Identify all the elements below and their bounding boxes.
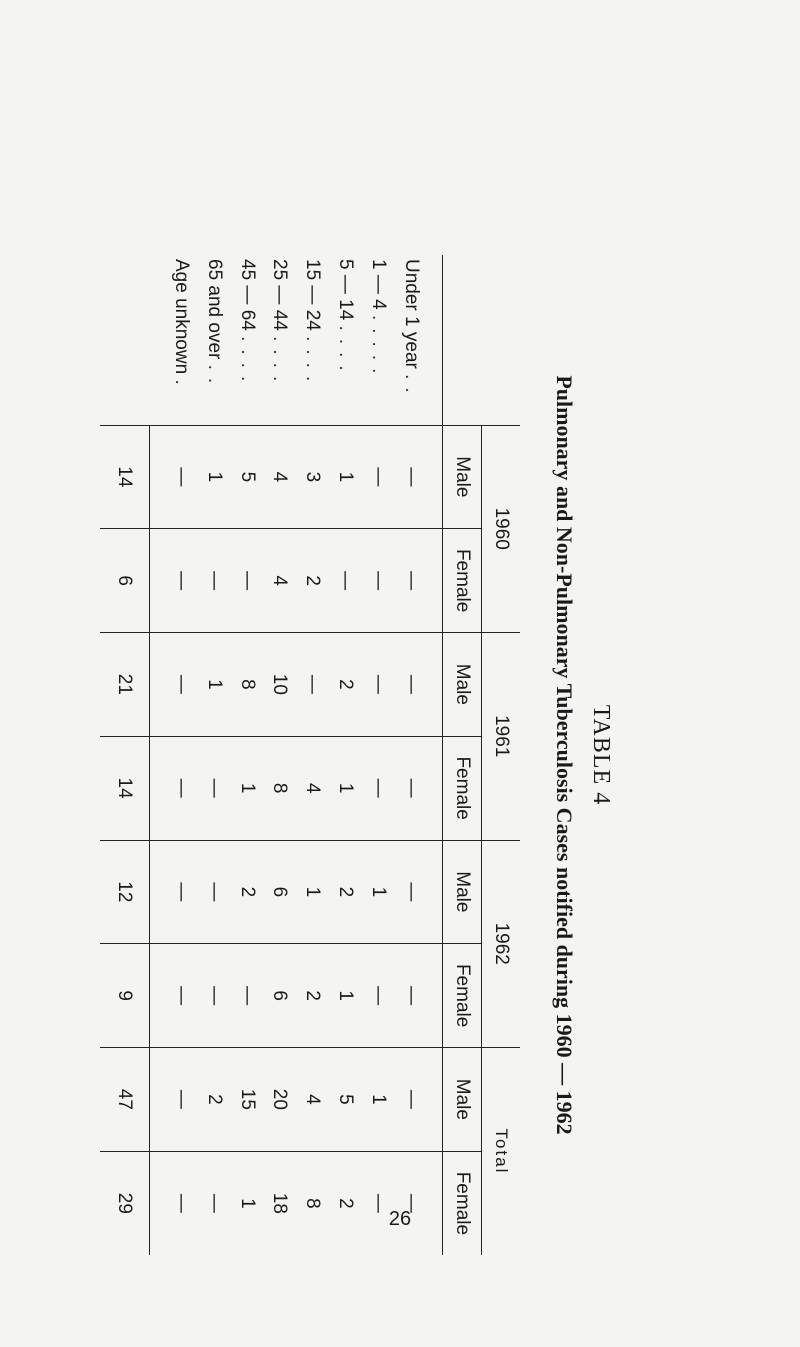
totals-row [100,255,149,1255]
total-cell: 47 [100,1048,149,1152]
table-cell: 4 [296,736,329,840]
table-cell: — [394,425,427,529]
year-header-1961: 1961 [482,633,521,841]
table-cell: 2 [296,529,329,633]
table-row [197,255,230,1255]
table-cell: — [329,529,362,633]
totals-label-cell [100,255,149,425]
table-cell: — [197,736,230,840]
total-cell: 12 [100,840,149,944]
table-cell: 1 [197,633,230,737]
sex-header: Male [443,1048,482,1152]
table-cell: 1 [230,736,263,840]
table-cell: 1 [197,425,230,529]
total-cell: 9 [100,944,149,1048]
table-cell: — [362,529,395,633]
table-cell: — [165,944,198,1048]
table-title: Pulmonary and Non-Pulmonary Tuberculosis Cases notified during 1960 — 1962 [552,375,577,1135]
table-cell: 18 [263,1151,296,1255]
table-cell: 1 [329,944,362,1048]
table-cell: — [165,529,198,633]
sex-header: Female [443,1151,482,1255]
table-cell: — [165,1151,198,1255]
table-cell: — [197,529,230,633]
table-cell: 6 [263,944,296,1048]
table-cell: 2 [329,1151,362,1255]
page-number: 26 [388,1208,412,1230]
table-cell: — [394,529,427,633]
total-cell: 29 [100,1151,149,1255]
table-cell: — [197,1151,230,1255]
table-cell: — [165,1048,198,1152]
table-cell: — [362,944,395,1048]
table-cell: 1 [362,840,395,944]
table-cell: — [197,944,230,1048]
table-cell: — [394,1048,427,1152]
table-row [263,255,296,1255]
table-cell: 8 [263,736,296,840]
table-cell: — [394,944,427,1048]
age-group-label: Under 1 year .. [400,259,422,401]
table-cell: 15 [230,1048,263,1152]
table-cell: 2 [296,944,329,1048]
table-cell: 1 [329,425,362,529]
sex-header: Male [443,633,482,737]
age-group-label: 65 and over .. [203,259,225,392]
age-group-label: 15 — 24 .... [302,259,324,390]
table-cell: — [296,633,329,737]
corner-cell-2 [443,255,482,425]
total-cell: 21 [100,633,149,737]
table-cell: 20 [263,1048,296,1152]
total-cell: 14 [100,736,149,840]
total-cell: 6 [100,529,149,633]
total-cell: 14 [100,425,149,529]
table-row [165,255,198,1255]
table-cell: 2 [230,840,263,944]
sex-header: Female [443,944,482,1048]
rotated-table-page [100,255,620,1255]
age-group-label: Age unknown . [171,259,193,393]
age-group-label: 1 — 4 ..... [367,259,389,382]
table-cell: 4 [263,529,296,633]
table-cell: 1 [296,840,329,944]
table-cell: 2 [329,633,362,737]
table-cell: — [165,736,198,840]
table-cell: — [197,840,230,944]
year-header-total: Total [482,1048,521,1256]
sex-header: Male [443,425,482,529]
year-header-1960: 1960 [482,425,521,633]
table-cell: 10 [263,633,296,737]
table-cell: 3 [296,425,329,529]
table-cell: — [230,529,263,633]
table-row [394,255,427,1255]
sex-header: Female [443,736,482,840]
table-cell: 1 [230,1151,263,1255]
table-cell: — [362,736,395,840]
table-cell: 4 [263,425,296,529]
table-cell: — [362,633,395,737]
title-block [520,255,620,1255]
sex-header: Male [443,840,482,944]
table-cell: 1 [362,1048,395,1152]
table-cell: 6 [263,840,296,944]
table-row [230,255,263,1255]
table-cell: — [362,1151,395,1255]
table-cell: — [394,633,427,737]
age-group-label: 25 — 44 .... [269,259,291,390]
table-cell: — [165,840,198,944]
table-cell: 2 [329,840,362,944]
table-label: TABLE 4 [588,704,614,806]
table-cell: 8 [296,1151,329,1255]
table-row [329,255,362,1255]
table-cell: 8 [230,633,263,737]
table-row [296,255,329,1255]
table-cell: 4 [296,1048,329,1152]
table-cell: — [394,736,427,840]
table-cell: 5 [329,1048,362,1152]
corner-cell [482,255,521,425]
table-cell: 5 [230,425,263,529]
sex-header: Female [443,529,482,633]
year-header-1962: 1962 [482,840,521,1048]
table-cell: 2 [197,1048,230,1152]
age-group-label: 5 — 14 .... [335,259,357,379]
table-cell: — [362,425,395,529]
table-cell: — [165,633,198,737]
table-cell: — [394,840,427,944]
tuberculosis-table [100,255,520,1255]
table-cell: 1 [329,736,362,840]
table-row [362,255,395,1255]
table-cell: — [394,1151,427,1255]
table-cell: — [230,944,263,1048]
table-cell: — [165,425,198,529]
age-group-label: 45 — 64 .... [236,259,258,390]
